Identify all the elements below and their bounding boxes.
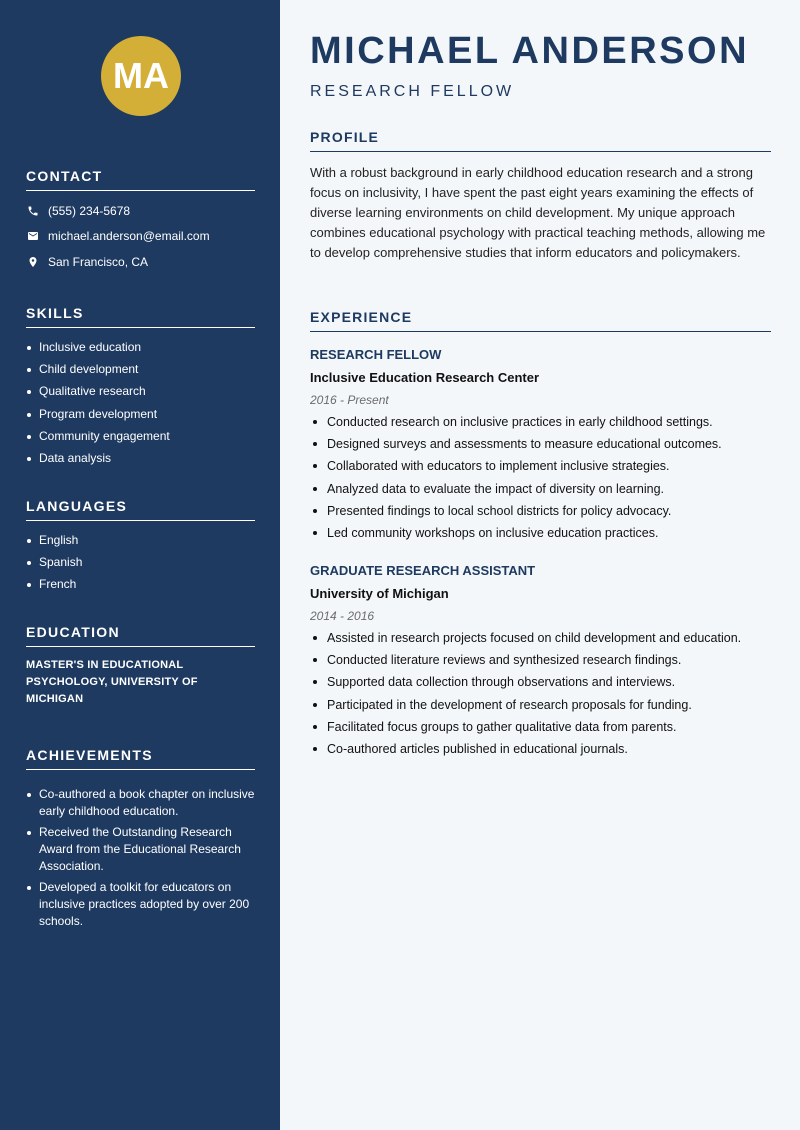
list-item: Spanish [26,554,255,576]
list-item: Co-authored articles published in educational journals. [310,741,771,763]
achievements-section [26,746,255,934]
skills-heading: SKILLS [26,304,255,328]
list-item: Data analysis [26,450,255,472]
list-item: Conducted research on inclusive practices in early childhood settings. [310,414,771,436]
location-pin-icon [26,255,40,269]
experience-heading: EXPERIENCE [310,308,771,332]
contact-heading: CONTACT [26,167,255,191]
languages-list [26,532,255,599]
contact-section [26,167,255,275]
job-title: GRADUATE RESEARCH ASSISTANT [310,563,536,578]
profile-text: With a robust background in early childhood education research and a strong focus on inclusivity, I have spent the past eight years examining the effects of diverse learning environments on child development. My unique approach combines educational psychology with practical teaching methods, allowing me to develop comprehensive studies that inform educators and policymakers. [310,165,766,260]
list-item: French [26,576,255,598]
list-item: Analyzed data to evaluate the impact of diversity on learning. [310,481,771,503]
list-item: Participated in the development of research proposals for funding. [310,697,771,719]
list-item: Facilitated focus groups to gather qualitative data from parents. [310,719,771,741]
achievements-heading: ACHIEVEMENTS [26,746,255,770]
job-entry [310,346,771,547]
contact-location: San Francisco, CA [48,254,149,269]
languages-section [26,497,255,599]
contact-phone-row [26,198,255,224]
job-bullets [310,630,771,763]
list-item: Received the Outstanding Research Award from the Educational Research Association. [26,824,255,875]
email-icon [26,229,40,243]
job-dates: 2016 - Present [310,393,389,407]
candidate-title: RESEARCH FELLOW [310,83,515,100]
list-item: Co-authored a book chapter on inclusive early childhood education. [26,786,255,820]
list-item: Collaborated with educators to implement inclusive strategies. [310,458,771,480]
list-item: Conducted literature reviews and synthesized research findings. [310,652,771,674]
avatar: MA [101,36,181,116]
contact-location-row [26,249,255,275]
contact-email[interactable]: michael.anderson@email.com [48,229,210,244]
job-organization: University of Michigan [310,586,449,601]
profile-heading: PROFILE [310,128,771,152]
list-item: Qualitative research [26,383,255,405]
list-item: Program development [26,406,255,428]
education-degree: MASTER'S IN EDUCATIONAL PSYCHOLOGY, UNIVERSITY OF MICHIGAN [26,659,198,705]
skills-section [26,304,255,472]
list-item: Assisted in research projects focused on child development and education. [310,630,771,652]
candidate-name: MICHAEL ANDERSON [310,30,750,72]
list-item: Community engagement [26,428,255,450]
list-item: Designed surveys and assessments to measure educational outcomes. [310,436,771,458]
list-item: Led community workshops on inclusive education practices. [310,525,771,547]
job-organization: Inclusive Education Research Center [310,370,540,385]
job-dates: 2014 - 2016 [310,609,375,623]
list-item: English [26,532,255,554]
education-section [26,623,255,708]
list-item: Child development [26,361,255,383]
skills-list [26,339,255,472]
achievements-list [26,786,255,930]
contact-phone: (555) 234-5678 [48,203,131,218]
contact-email-row [26,224,255,250]
list-item: Inclusive education [26,339,255,361]
education-heading: EDUCATION [26,623,255,647]
list-item: Presented findings to local school districts for policy advocacy. [310,503,771,525]
list-item: Developed a toolkit for educators on inclusive practices adopted by over 200 schools. [26,879,255,930]
sidebar [0,0,280,1130]
job-entry [310,562,771,763]
job-bullets [310,414,771,547]
phone-icon [26,204,40,218]
list-item: Supported data collection through observations and interviews. [310,674,771,696]
job-title: RESEARCH FELLOW [310,347,442,362]
languages-heading: LANGUAGES [26,497,255,521]
